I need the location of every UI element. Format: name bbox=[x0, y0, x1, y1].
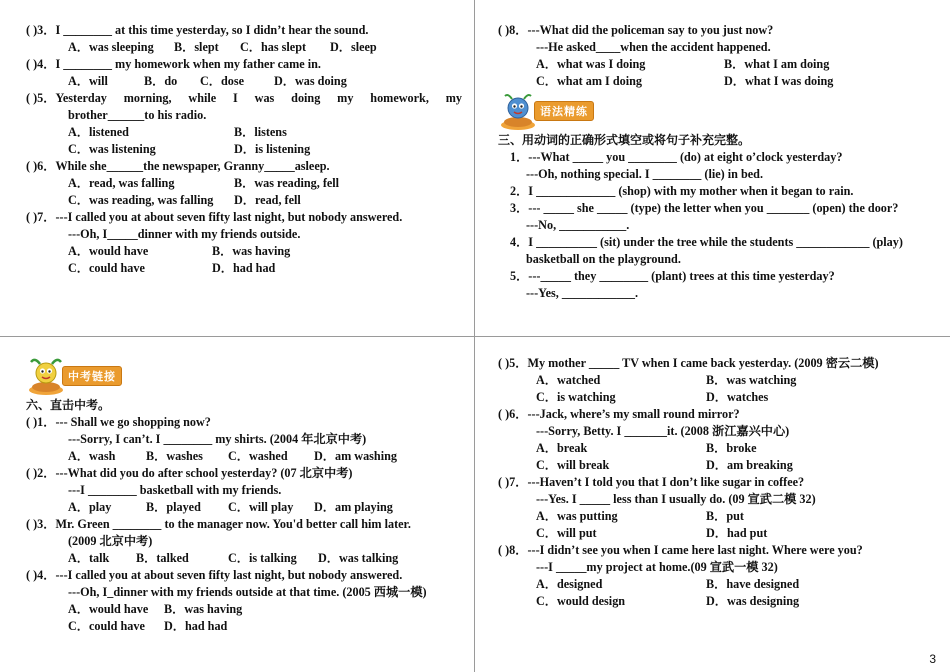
question-6-stem-cont: ---Sorry, Betty. I _______it. (2008 浙江嘉兴中心) bbox=[536, 424, 790, 438]
exercise-item: ---Oh, nothing special. I ________ (lie) in bed. bbox=[526, 167, 763, 181]
question-3-options: A．was sleeping B．slept C．has slept D．sleep bbox=[68, 40, 377, 54]
question-7: ( )7．---Haven’t I told you that I don’t like sugar in coffee? bbox=[498, 475, 805, 489]
question-7-options-ab: A．was putting B．put bbox=[536, 509, 744, 523]
question-8-options-cd: C．would design D．was designing bbox=[536, 594, 800, 608]
question-8-stem-cont: ---He asked____when the accident happened. bbox=[536, 40, 771, 54]
question-7-options-cd: C．could have D．had had bbox=[68, 261, 276, 275]
question-7: ( )7．---I called you at about seven fifty last night, but nobody answered. bbox=[26, 210, 403, 224]
quadrant-bottom-right bbox=[498, 355, 930, 610]
question-5-options-ab: A．watched B．was watching bbox=[536, 373, 797, 387]
question-5-stem-cont: brother______to his radio. bbox=[68, 108, 207, 122]
exercise-item: 1．---What _____ you ________ (do) at eight o’clock yesterday? bbox=[510, 150, 843, 164]
question-3-stem-cont: (2009 北京中考) bbox=[68, 534, 153, 548]
question-6-options-ab: A．read, was falling B．was reading, fell bbox=[68, 176, 340, 190]
question-7-stem-cont: ---Oh, I_____dinner with my friends outside. bbox=[68, 227, 301, 241]
question-5-options-cd: C．was listening D．is listening bbox=[68, 142, 311, 156]
exam-link-logo bbox=[26, 355, 462, 397]
question-4-options: A．will B．do C．dose D．was doing bbox=[68, 74, 347, 88]
question-7-stem-cont: ---Yes. I _____ less than I usually do. (09 宣武二模 32) bbox=[536, 492, 816, 506]
question-1-stem-cont: ---Sorry, I can’t. I ________ my shirts. (2004 年北京中考) bbox=[68, 432, 367, 446]
question-6-options-ab: A．break B．broke bbox=[536, 441, 757, 455]
exercise-item: 5．---_____ they ________ (plant) trees at this time yesterday? bbox=[510, 269, 835, 283]
quadrant-bottom-left bbox=[26, 355, 462, 635]
question-3: ( )3．I ________ at this time yesterday, so I didn’t hear the sound. bbox=[26, 23, 369, 37]
question-4-options-cd: C．could have D．had had bbox=[68, 619, 228, 633]
exam-link-badge: 中考链接 bbox=[62, 366, 122, 386]
exercise-item: 3．--- _____ she _____ (type) the letter when you _______ (open) the door? bbox=[510, 201, 899, 215]
question-6: ( )6．While she______the newspaper, Granny_____asleep. bbox=[26, 159, 330, 173]
horizontal-divider bbox=[0, 336, 950, 337]
exercise-item: 4．I __________ (sit) under the tree while the students ____________ (play) bbox=[510, 235, 903, 249]
question-5: ( )5． Yesterday morning, while I was doing my homework, my bbox=[26, 91, 462, 105]
quadrant-top-right bbox=[498, 22, 930, 302]
question-5: ( )5．My mother _____ TV when I came back yesterday. (2009 密云二模) bbox=[498, 356, 879, 370]
quadrant-top-left bbox=[26, 22, 462, 277]
question-8-options-ab: A．what was I doing B．what I am doing bbox=[536, 57, 830, 71]
question-6-options-cd: C．will break D．am breaking bbox=[536, 458, 793, 472]
mascot-icon bbox=[498, 91, 538, 131]
mascot-icon bbox=[26, 356, 66, 396]
question-6-options-cd: C．was reading, was falling D．read, fell bbox=[68, 193, 301, 207]
exercise-item: ---No, ___________. bbox=[526, 218, 630, 232]
question-8: ( )8．---What did the policeman say to you just now? bbox=[498, 23, 774, 37]
question-3: ( )3．Mr. Green ________ to the manager now. You'd better call him later. bbox=[26, 517, 411, 531]
section-title: 六、直击中考。 bbox=[26, 398, 111, 412]
question-2: ( )2．---What did you do after school yesterday? (07 北京中考) bbox=[26, 466, 353, 480]
question-2-stem-cont: ---I ________ basketball with my friends. bbox=[68, 483, 282, 497]
question-6: ( )6．---Jack, where’s my small round mirror? bbox=[498, 407, 740, 421]
exercise-item: ---Yes, ____________. bbox=[526, 286, 639, 300]
question-7-options-ab: A．would have B．was having bbox=[68, 244, 291, 258]
question-4-options-ab: A．would have B．was having bbox=[68, 602, 243, 616]
question-4: ( )4．I ________ my homework when my father came in. bbox=[26, 57, 321, 71]
question-7-options-cd: C．will put D．had put bbox=[536, 526, 768, 540]
question-1: ( )1．--- Shall we go shopping now? bbox=[26, 415, 211, 429]
exercise-item: basketball on the playground. bbox=[526, 252, 681, 266]
grammar-practice-logo bbox=[498, 90, 930, 132]
question-8: ( )8．---I didn’t see you when I came here last night. Where were you? bbox=[498, 543, 863, 557]
exercise-item: 2．I _____________ (shop) with my mother when it began to rain. bbox=[510, 184, 854, 198]
question-5-options-cd: C．is watching D．watches bbox=[536, 390, 769, 404]
question-1-options: A．wash B．washes C．washed D．am washing bbox=[68, 449, 397, 463]
question-8-options-cd: C．what am I doing D．what I was doing bbox=[536, 74, 834, 88]
page-number: 3 bbox=[929, 652, 936, 666]
question-5-options-ab: A．listened B．listens bbox=[68, 125, 287, 139]
question-8-stem-cont: ---I _____my project at home.(09 宣武一模 32) bbox=[536, 560, 778, 574]
question-4-stem-cont: ---Oh, I_dinner with my friends outside at that time. (2005 西城一模) bbox=[68, 585, 427, 599]
section-title: 三、用动词的正确形式填空或将句子补充完整。 bbox=[498, 133, 751, 147]
question-8-options-ab: A．designed B．have designed bbox=[536, 577, 800, 591]
question-3-options: A．talk B．talked C．is talking D．was talking bbox=[68, 551, 399, 565]
question-4: ( )4．---I called you at about seven fifty last night, but nobody answered. bbox=[26, 568, 403, 582]
grammar-practice-badge: 语法精练 bbox=[534, 101, 594, 121]
question-2-options: A．play B．played C．will play D．am playing bbox=[68, 500, 393, 514]
